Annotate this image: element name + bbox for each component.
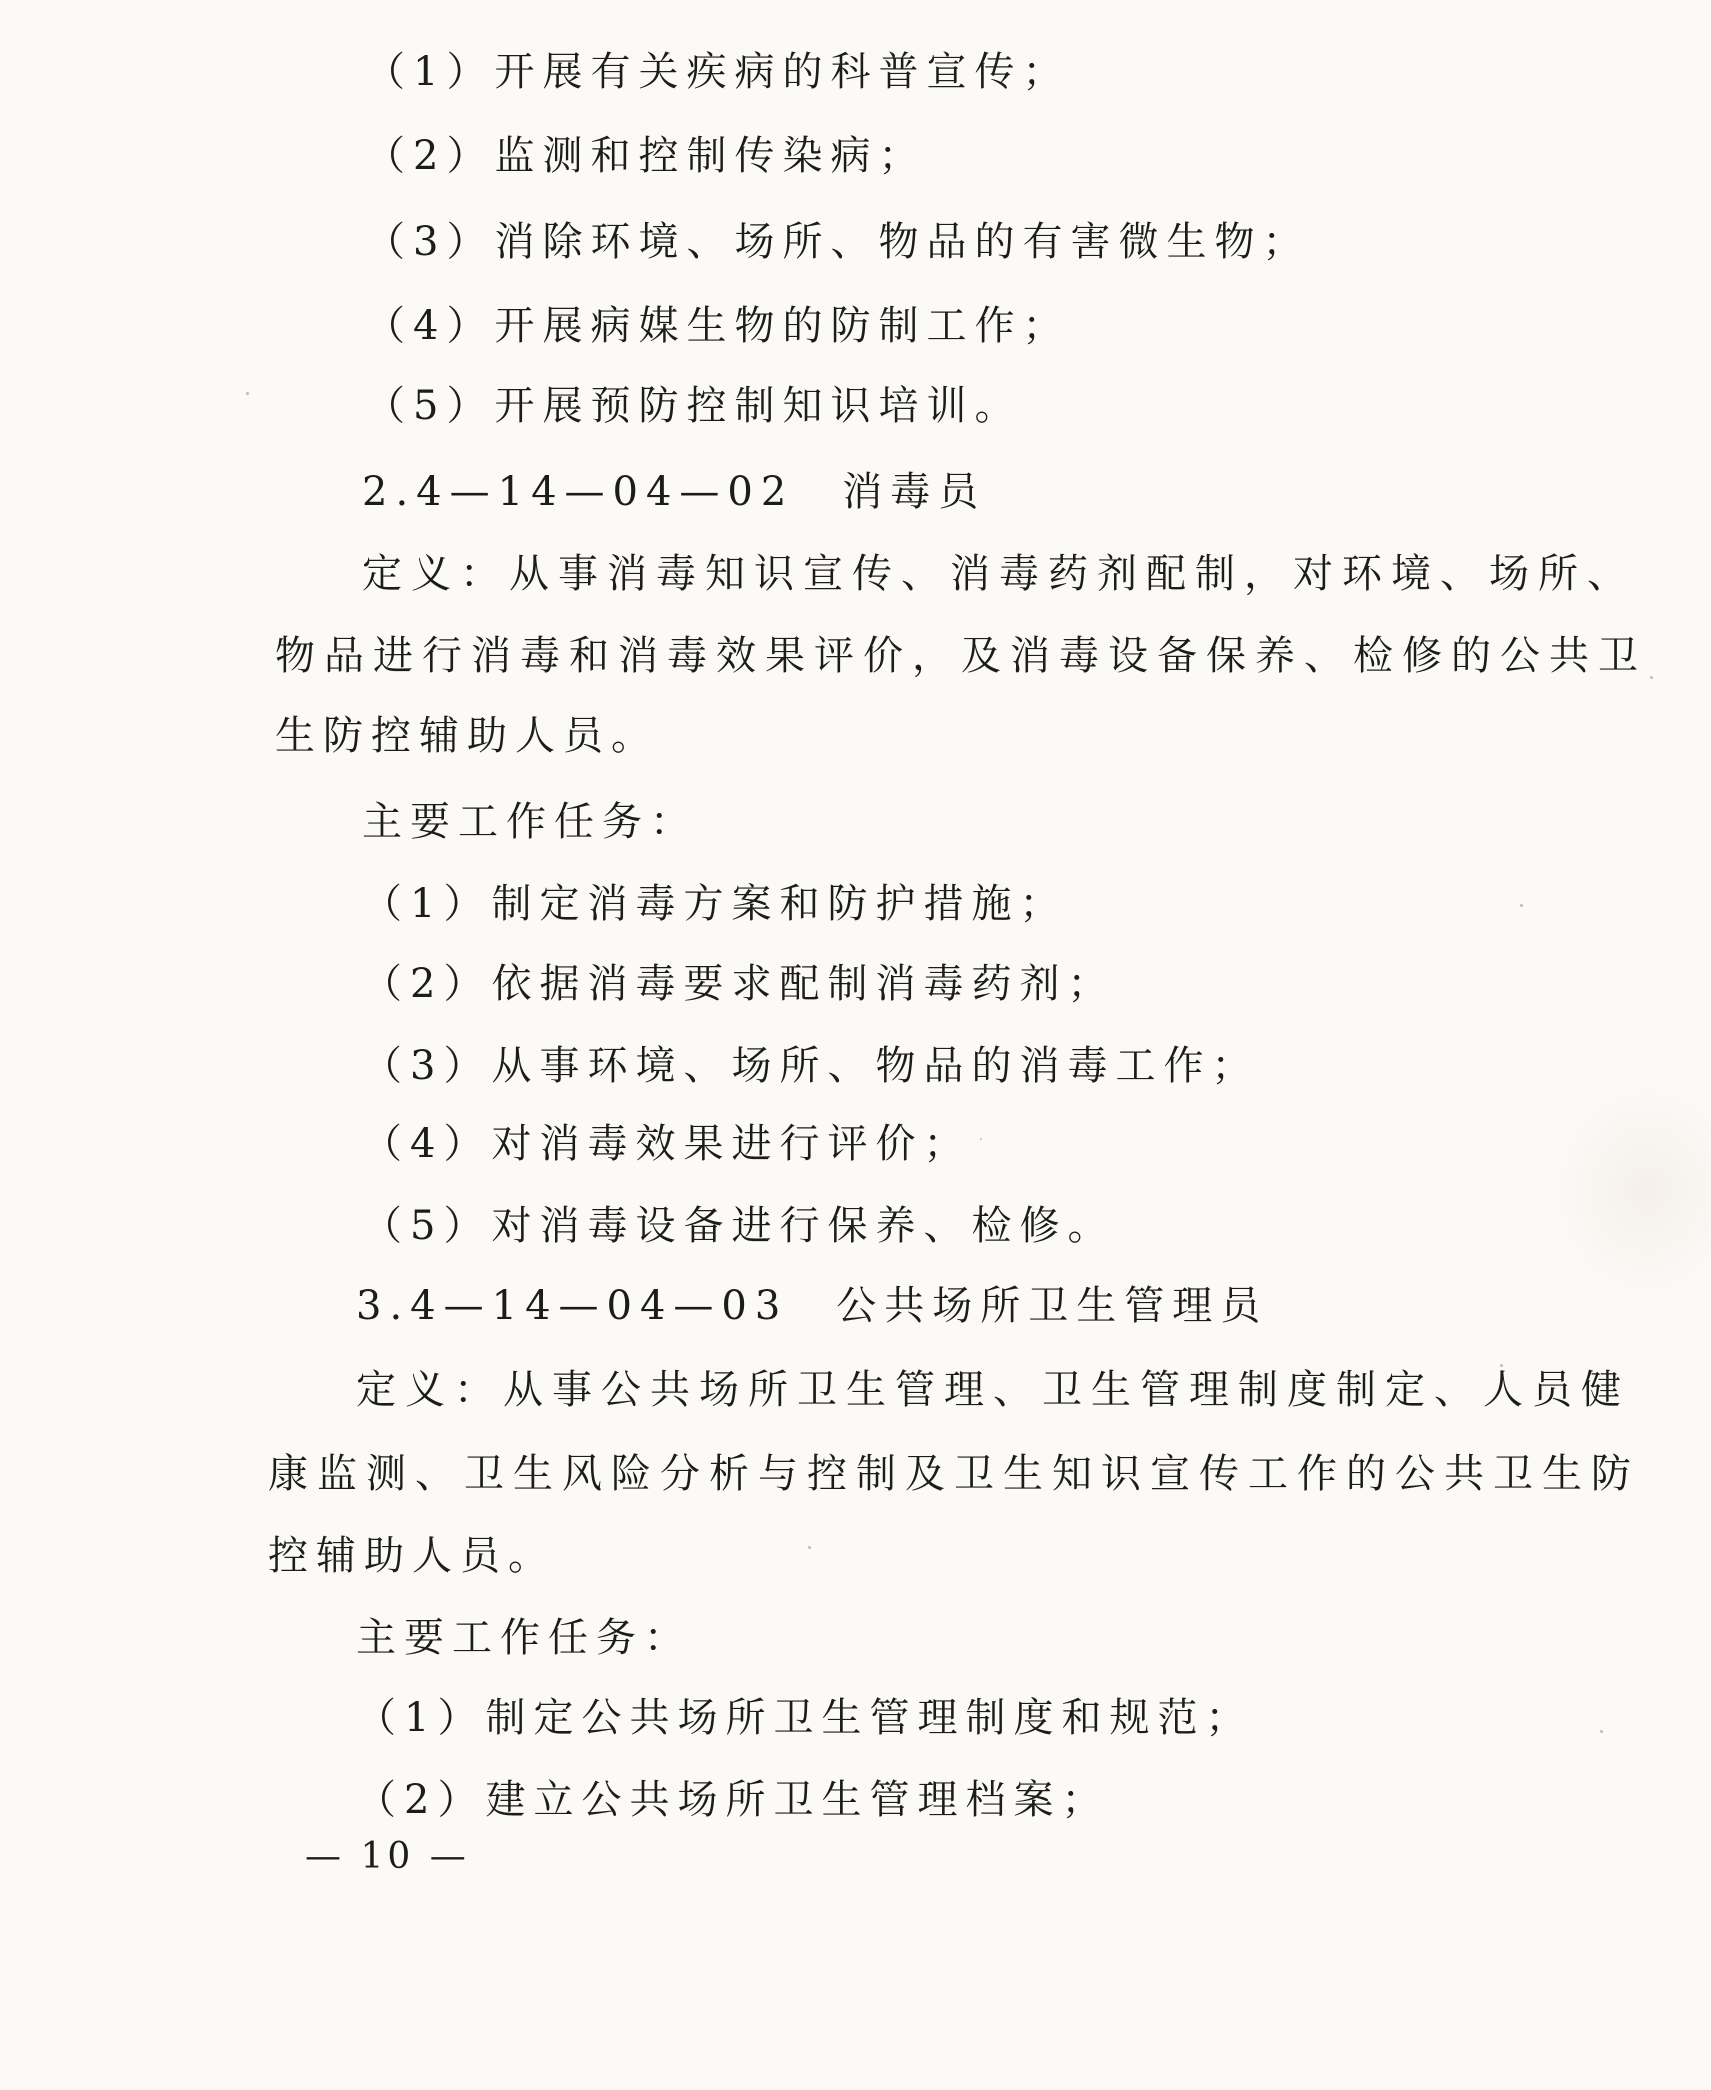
text-line: （4）开展病媒生物的防制工作； (365, 303, 1071, 349)
text-line: （2）监测和控制传染病； (365, 133, 927, 179)
definition-line: 控辅助人员。 (268, 1533, 556, 1579)
subheading: 主要工作任务： (362, 799, 698, 845)
text-line: （5）开展预防控制知识培训。 (365, 383, 1023, 429)
text-line: （2）建立公共场所卫生管理档案； (356, 1777, 1110, 1823)
scan-speck (980, 1138, 982, 1140)
scan-speck (1650, 676, 1653, 679)
scan-speck (246, 392, 249, 395)
definition-line: 定义：从事消毒知识宣传、消毒药剂配制，对环境、场所、 (362, 551, 1636, 597)
scan-speck (1520, 904, 1523, 907)
text-line: （1）制定消毒方案和防护措施； (362, 881, 1068, 927)
page-number: — 10 — (305, 1836, 470, 1877)
subheading: 主要工作任务： (356, 1615, 692, 1661)
section-heading: 3.4—14—04—03 公共场所卫生管理员 (356, 1283, 1269, 1329)
scan-speck (808, 1546, 811, 1549)
definition-line: 生防控辅助人员。 (275, 713, 659, 759)
text-line: （1）制定公共场所卫生管理制度和规范； (356, 1695, 1254, 1741)
text-line: （2）依据消毒要求配制消毒药剂； (362, 961, 1116, 1007)
text-line: （1）开展有关疾病的科普宣传； (365, 49, 1071, 95)
text-line: （3）消除环境、场所、物品的有害微生物； (365, 219, 1311, 265)
text-line: （3）从事环境、场所、物品的消毒工作； (362, 1043, 1260, 1089)
definition-line: 定义：从事公共场所卫生管理、卫生管理制度制定、人员健 (356, 1367, 1630, 1413)
paper-bleed-mark (1551, 1080, 1711, 1300)
section-heading: 2.4—14—04—02 消毒员 (362, 469, 987, 515)
definition-line: 康监测、卫生风险分析与控制及卫生知识宣传工作的公共卫生防 (268, 1451, 1640, 1497)
definition-line: 物品进行消毒和消毒效果评价，及消毒设备保养、检修的公共卫 (275, 633, 1647, 679)
text-line: （4）对消毒效果进行评价； (362, 1121, 972, 1167)
text-line: （5）对消毒设备进行保养、检修。 (362, 1203, 1116, 1249)
scan-speck (1600, 1730, 1603, 1733)
